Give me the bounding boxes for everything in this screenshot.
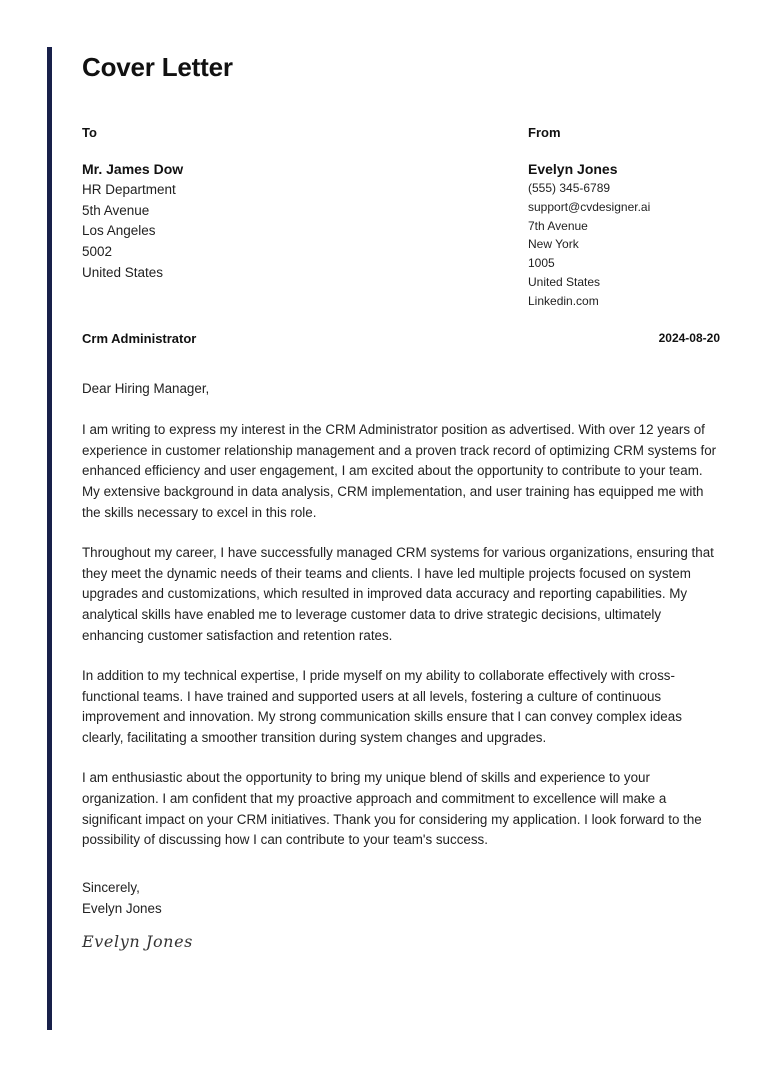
recipient-name: Mr. James Dow bbox=[82, 161, 184, 177]
letter-date: 2024-08-20 bbox=[658, 331, 720, 345]
paragraph-4: I am enthusiastic about the opportunity to bring my unique blend of skills and experience to your organization. I am confident that my proactive approach and commitment to excellence will make a significant impact on your CRM initiatives. Thank you for considering my application. I look forward to the possibility of discussing how I can contribute to your team's success. bbox=[82, 769, 702, 848]
sender-label: From bbox=[528, 125, 561, 140]
sender-street: 7th Avenue bbox=[528, 218, 588, 233]
paragraph-1: I am writing to express my interest in the CRM Administrator position as advertised. With over 12 years of experience in customer relationship management and a proven track record of optimizing CRM systems for enhanced efficiency and user engagement, I am excited about the opportunity to contribute to your team. My extensive background in data analysis, CRM implementation, and user training has equipped me with the skills necessary to excel in this role. bbox=[82, 421, 717, 520]
recipient-department: HR Department bbox=[82, 181, 176, 197]
sender-name: Evelyn Jones bbox=[528, 161, 618, 177]
recipient-postal-code: 5002 bbox=[82, 244, 113, 260]
closing-phrase: Sincerely, bbox=[82, 880, 140, 895]
sender-address bbox=[528, 159, 748, 311]
job-title: Crm Administrator bbox=[82, 331, 197, 346]
handwritten-signature: Evelyn Jones bbox=[82, 932, 193, 951]
closing-block bbox=[82, 878, 162, 920]
recipient-country: United States bbox=[82, 264, 164, 280]
recipient-city: Los Angeles bbox=[82, 223, 156, 239]
recipient-label: To bbox=[82, 125, 97, 140]
letter-body bbox=[82, 379, 724, 870]
greeting: Dear Hiring Manager, bbox=[82, 381, 210, 396]
sender-email: support@cvdesigner.ai bbox=[528, 199, 651, 214]
sender-city: New York bbox=[528, 237, 579, 252]
page-title: Cover Letter bbox=[82, 52, 233, 82]
paragraph-2: Throughout my career, I have successfully managed CRM systems for various organizations, ensuring that they meet the dynamic needs of their teams and clients. I have led multiple projects focused on system upgrades and customizations, which resulted in improved data accuracy and reporting capabilities. My analytical skills have enabled me to leverage customer data to drive strategic decisions, ultimately enhancing customer satisfaction and retention rates. bbox=[82, 544, 714, 643]
recipient-street: 5th Avenue bbox=[82, 202, 150, 218]
sender-phone: (555) 345-6789 bbox=[528, 181, 611, 195]
sender-country: United States bbox=[528, 274, 601, 289]
sender-postal-code: 1005 bbox=[528, 256, 555, 271]
accent-bar bbox=[47, 47, 52, 1030]
signoff-name: Evelyn Jones bbox=[82, 900, 162, 916]
paragraph-3: In addition to my technical expertise, I pride myself on my ability to collaborate effectively with cross-functional teams. I have trained and supported users at all levels, fostering a culture of continuous improvement and innovation. My strong communication skills ensure that I can convey complex ideas clearly, facilitating a smoother transition during system changes and upgrades. bbox=[82, 667, 682, 746]
recipient-address bbox=[82, 159, 382, 284]
sender-linkedin: Linkedin.com bbox=[528, 293, 599, 308]
